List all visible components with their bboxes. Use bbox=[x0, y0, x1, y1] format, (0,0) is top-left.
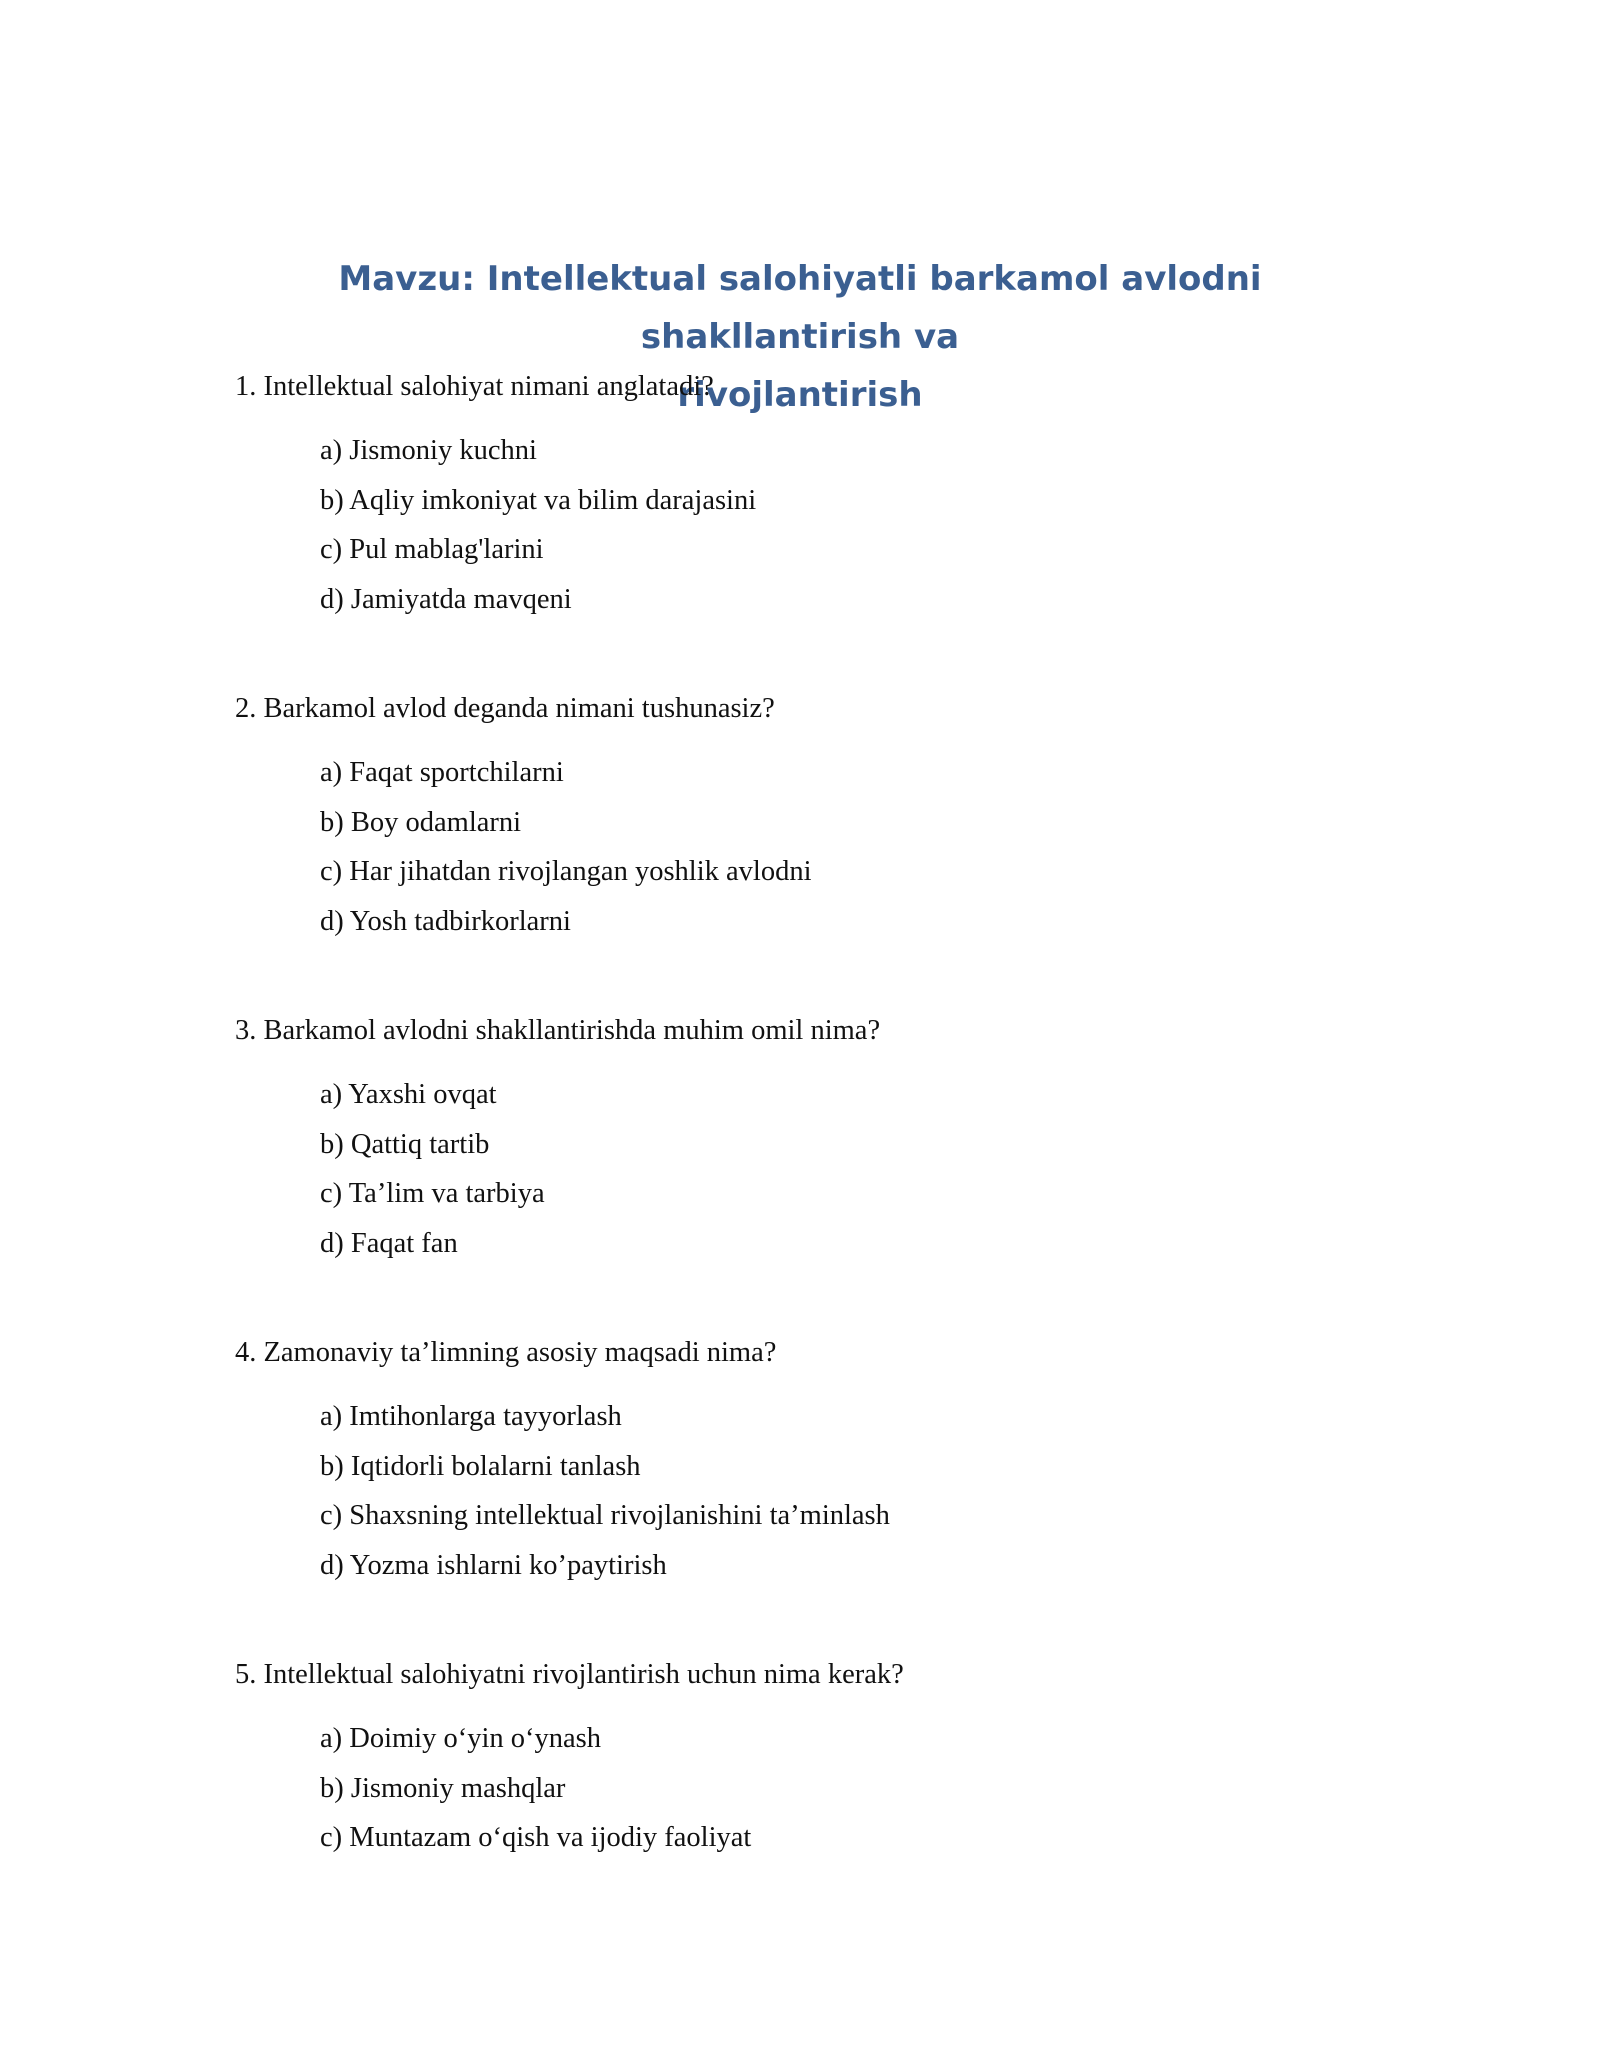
option-d: d) Yozma ishlarni ko’paytirish bbox=[320, 1549, 667, 1581]
option-a: a) Jismoniy kuchni bbox=[320, 435, 537, 466]
title-line-1: Mavzu: Intellektual salohiyatli barkamol avlodni shakllantirish va bbox=[338, 259, 1262, 357]
option-b: b) Boy odamlarni bbox=[320, 806, 522, 838]
question-text: 4. Zamonaviy ta’limning asosiy maqsadi nima? bbox=[235, 1337, 777, 1368]
answer-options bbox=[320, 426, 756, 624]
option-c: c) Muntazam o‘qish va ijodiy faoliyat bbox=[320, 1822, 752, 1853]
option-a: a) Doimiy o‘yin o‘ynash bbox=[320, 1723, 601, 1754]
option-d: d) Faqat fan bbox=[320, 1227, 458, 1259]
question-3 bbox=[235, 1013, 1435, 1259]
answer-options bbox=[320, 1714, 751, 1863]
option-d: d) Jamiyatda mavqeni bbox=[320, 583, 572, 615]
question-text: 1. Intellektual salohiyat nimani anglatadi? bbox=[235, 371, 714, 402]
option-a: a) Yaxshi ovqat bbox=[320, 1079, 497, 1110]
option-b: b) Jismoniy mashqlar bbox=[320, 1772, 566, 1804]
option-b: b) Qattiq tartib bbox=[320, 1128, 490, 1160]
question-1 bbox=[235, 369, 1435, 615]
answer-options bbox=[320, 1070, 545, 1268]
option-c: c) Har jihatdan rivojlangan yoshlik avlodni bbox=[320, 856, 812, 887]
option-c: c) Ta’lim va tarbiya bbox=[320, 1178, 545, 1209]
option-c: c) Pul mablag'larini bbox=[320, 534, 544, 565]
answer-options bbox=[320, 748, 812, 946]
question-text: 5. Intellektual salohiyatni rivojlantirish uchun nima kerak? bbox=[235, 1659, 904, 1690]
option-a: a) Faqat sportchilarni bbox=[320, 757, 564, 788]
option-b: b) Aqliy imkoniyat va bilim darajasini bbox=[320, 484, 757, 516]
option-a: a) Imtihonlarga tayyorlash bbox=[320, 1401, 622, 1432]
question-text: 3. Barkamol avlodni shakllantirishda muhim omil nima? bbox=[235, 1015, 881, 1046]
answer-options bbox=[320, 1392, 890, 1590]
option-c: c) Shaxsning intellektual rivojlanishini ta’minlash bbox=[320, 1500, 890, 1531]
question-2 bbox=[235, 691, 1435, 937]
title-line-2: rivojlantirish bbox=[677, 375, 923, 415]
question-text: 2. Barkamol avlod deganda nimani tushunasiz? bbox=[235, 693, 775, 724]
option-b: b) Iqtidorli bolalarni tanlash bbox=[320, 1450, 641, 1482]
question-5 bbox=[235, 1657, 1435, 1853]
option-d: d) Yosh tadbirkorlarni bbox=[320, 905, 571, 937]
question-4 bbox=[235, 1335, 1435, 1581]
